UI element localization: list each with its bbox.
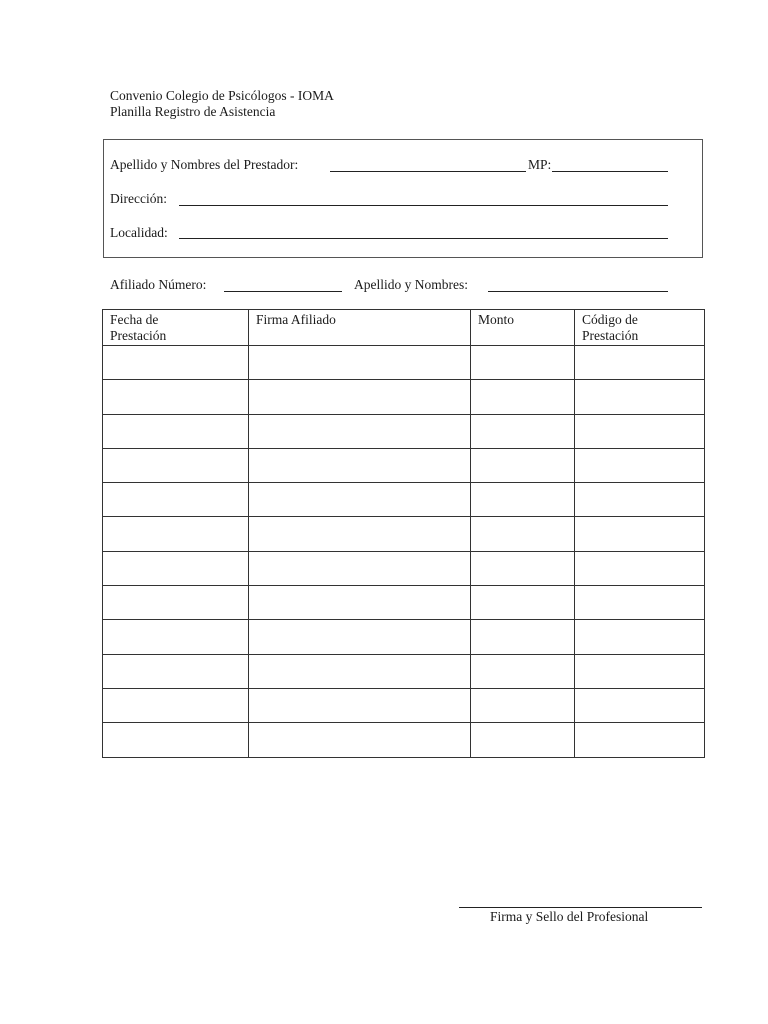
- cell-fecha[interactable]: [103, 586, 249, 620]
- cell-monto[interactable]: [471, 517, 575, 551]
- cell-firma[interactable]: [249, 414, 471, 448]
- cell-fecha[interactable]: [103, 723, 249, 757]
- cell-codigo[interactable]: [575, 483, 705, 517]
- table-row: [103, 723, 705, 757]
- header-monto: [471, 310, 575, 346]
- cell-fecha[interactable]: [103, 414, 249, 448]
- cell-monto[interactable]: [471, 380, 575, 414]
- cell-codigo[interactable]: [575, 688, 705, 722]
- cell-monto[interactable]: [471, 654, 575, 688]
- table-row: [103, 414, 705, 448]
- cell-codigo[interactable]: [575, 448, 705, 482]
- table-row: [103, 586, 705, 620]
- document-title: Convenio Colegio de Psicólogos - IOMA: [110, 88, 334, 103]
- cell-codigo[interactable]: [575, 620, 705, 654]
- table-row: [103, 380, 705, 414]
- mp-label: MP:: [528, 157, 552, 172]
- cell-codigo[interactable]: [575, 346, 705, 380]
- attendance-table: [102, 309, 705, 758]
- cell-codigo[interactable]: [575, 654, 705, 688]
- table-row: [103, 688, 705, 722]
- header-monto-label: Monto: [478, 312, 515, 327]
- cell-codigo[interactable]: [575, 586, 705, 620]
- header-codigo-line2: Prestación: [582, 328, 639, 343]
- cell-fecha[interactable]: [103, 551, 249, 585]
- cell-fecha[interactable]: [103, 654, 249, 688]
- provider-name-field[interactable]: [330, 171, 526, 172]
- address-label: Dirección:: [110, 191, 167, 206]
- cell-codigo[interactable]: [575, 551, 705, 585]
- cell-firma[interactable]: [249, 346, 471, 380]
- table-row: [103, 551, 705, 585]
- cell-codigo[interactable]: [575, 414, 705, 448]
- cell-fecha[interactable]: [103, 620, 249, 654]
- signature-label: Firma y Sello del Profesional: [490, 909, 649, 924]
- header-fecha-line2: Prestación: [110, 328, 167, 343]
- cell-monto[interactable]: [471, 414, 575, 448]
- cell-monto[interactable]: [471, 551, 575, 585]
- document-subtitle: Planilla Registro de Asistencia: [110, 104, 276, 119]
- affiliate-number-label: Afiliado Número:: [110, 277, 207, 292]
- table-row: [103, 620, 705, 654]
- cell-firma[interactable]: [249, 723, 471, 757]
- cell-firma[interactable]: [249, 654, 471, 688]
- locality-field[interactable]: [179, 238, 668, 239]
- locality-label: Localidad:: [110, 225, 168, 240]
- cell-monto[interactable]: [471, 448, 575, 482]
- table-row: [103, 483, 705, 517]
- affiliate-name-label: Apellido y Nombres:: [354, 277, 468, 292]
- cell-firma[interactable]: [249, 586, 471, 620]
- signature-line[interactable]: [459, 907, 702, 908]
- table-row: [103, 654, 705, 688]
- cell-fecha[interactable]: [103, 483, 249, 517]
- cell-monto[interactable]: [471, 586, 575, 620]
- cell-monto[interactable]: [471, 346, 575, 380]
- cell-monto[interactable]: [471, 620, 575, 654]
- cell-fecha[interactable]: [103, 380, 249, 414]
- header-codigo-line1: Código de: [582, 312, 638, 327]
- affiliate-number-field[interactable]: [224, 291, 342, 292]
- cell-firma[interactable]: [249, 380, 471, 414]
- cell-firma[interactable]: [249, 517, 471, 551]
- header-fecha: [103, 310, 249, 346]
- header-firma: [249, 310, 471, 346]
- header-fecha-line1: Fecha de: [110, 312, 159, 327]
- header-codigo: [575, 310, 705, 346]
- cell-firma[interactable]: [249, 551, 471, 585]
- cell-firma[interactable]: [249, 483, 471, 517]
- cell-fecha[interactable]: [103, 346, 249, 380]
- cell-fecha[interactable]: [103, 688, 249, 722]
- cell-monto[interactable]: [471, 723, 575, 757]
- address-field[interactable]: [179, 205, 668, 206]
- table-row: [103, 448, 705, 482]
- provider-name-label: Apellido y Nombres del Prestador:: [110, 157, 299, 172]
- header-firma-label: Firma Afiliado: [256, 312, 336, 327]
- cell-monto[interactable]: [471, 483, 575, 517]
- cell-firma[interactable]: [249, 448, 471, 482]
- cell-monto[interactable]: [471, 688, 575, 722]
- cell-firma[interactable]: [249, 620, 471, 654]
- table-row: [103, 346, 705, 380]
- cell-codigo[interactable]: [575, 517, 705, 551]
- cell-fecha[interactable]: [103, 448, 249, 482]
- cell-codigo[interactable]: [575, 380, 705, 414]
- cell-firma[interactable]: [249, 688, 471, 722]
- cell-codigo[interactable]: [575, 723, 705, 757]
- table-header-row: [103, 310, 705, 346]
- affiliate-name-field[interactable]: [488, 291, 668, 292]
- mp-field[interactable]: [552, 171, 668, 172]
- cell-fecha[interactable]: [103, 517, 249, 551]
- table-row: [103, 517, 705, 551]
